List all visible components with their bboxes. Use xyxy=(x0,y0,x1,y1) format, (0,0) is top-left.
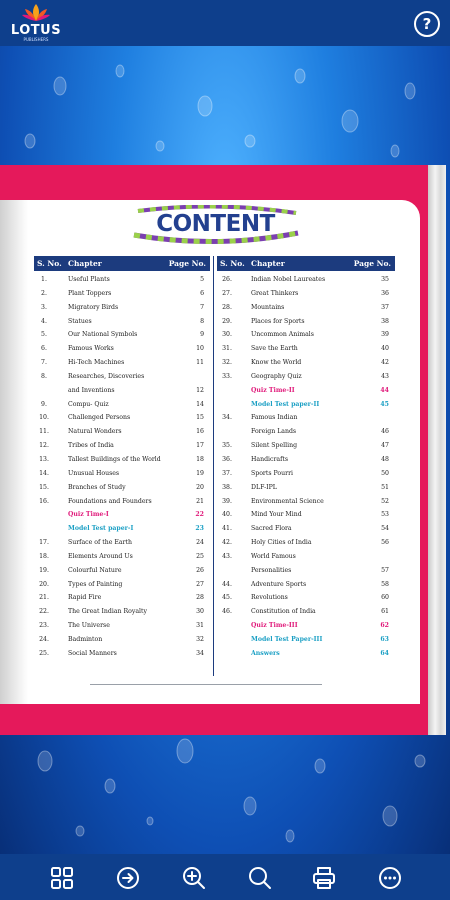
row-chapter: Challenged Persons xyxy=(68,414,131,422)
row-sno: 24. xyxy=(39,635,49,643)
row-sno: 4. xyxy=(41,317,47,325)
row-chapter: Personalities xyxy=(251,566,292,574)
contents-row[interactable] xyxy=(217,550,395,564)
contents-row[interactable] xyxy=(34,495,210,509)
header-page: Page No. xyxy=(353,259,391,268)
bottom-toolbar xyxy=(0,854,450,900)
row-sno: 10. xyxy=(39,414,49,422)
logo-text: LOTUS xyxy=(10,23,62,38)
lotus-logo xyxy=(10,3,62,43)
row-page: 9 xyxy=(200,331,204,339)
row-sno: 35. xyxy=(222,442,232,450)
row-chapter: Silent Spelling xyxy=(251,442,298,450)
header-sno: S. No. xyxy=(37,259,62,268)
row-sno: 14. xyxy=(39,469,49,477)
row-page: 45 xyxy=(380,400,389,408)
zoom-in-icon xyxy=(182,866,206,890)
content-heading xyxy=(128,205,303,245)
row-sno: 2. xyxy=(41,289,47,297)
row-chapter: Model Test paper-II xyxy=(251,400,320,408)
contents-row[interactable] xyxy=(217,398,395,412)
row-page: 64 xyxy=(380,649,389,657)
row-chapter: Surface of the Earth xyxy=(68,539,132,547)
row-page: 15 xyxy=(196,414,204,422)
row-sno: 26. xyxy=(222,276,232,283)
row-page: 21 xyxy=(196,497,204,505)
row-chapter: DLF-IPL xyxy=(251,483,277,491)
search-button[interactable] xyxy=(248,866,272,890)
row-page: 57 xyxy=(381,566,389,574)
row-page: 10 xyxy=(196,345,204,353)
contents-row[interactable] xyxy=(34,508,210,522)
row-page: 46 xyxy=(381,428,389,436)
header-chapter: Chapter xyxy=(68,259,102,268)
contents-row[interactable] xyxy=(217,508,395,522)
row-chapter: Social Manners xyxy=(68,649,117,657)
row-page: 25 xyxy=(196,552,204,560)
contents-row[interactable] xyxy=(217,287,395,301)
contents-row[interactable] xyxy=(34,591,210,605)
row-chapter: Sports Pourri xyxy=(251,469,294,477)
thumbnails-button[interactable] xyxy=(50,866,74,890)
header-chapter: Chapter xyxy=(251,259,285,268)
row-sno: 1. xyxy=(41,276,47,283)
contents-row[interactable] xyxy=(217,411,395,425)
contents-row[interactable] xyxy=(217,481,395,495)
row-sno: 27. xyxy=(222,289,232,297)
row-page: 17 xyxy=(196,442,204,450)
row-page: 16 xyxy=(196,428,204,436)
row-sno: 30. xyxy=(222,331,232,339)
header-sno: S. No. xyxy=(220,259,245,268)
table-header-right xyxy=(217,256,395,271)
row-sno: 46. xyxy=(222,608,232,616)
row-sno: 21. xyxy=(39,594,49,602)
contents-row[interactable] xyxy=(217,384,395,398)
contents-row[interactable] xyxy=(217,619,395,633)
contents-row[interactable] xyxy=(217,370,395,384)
contents-row[interactable] xyxy=(34,536,210,550)
row-page: 43 xyxy=(381,372,389,380)
contents-row[interactable] xyxy=(34,453,210,467)
help-button[interactable] xyxy=(414,11,440,37)
print-button[interactable] xyxy=(312,866,336,890)
contents-row[interactable] xyxy=(34,564,210,578)
row-page: 36 xyxy=(381,289,389,297)
row-chapter: Types of Painting xyxy=(68,580,123,588)
row-chapter: Unusual Houses xyxy=(68,469,120,477)
row-sno: 7. xyxy=(41,359,47,367)
row-page: 52 xyxy=(381,497,389,505)
contents-row[interactable] xyxy=(34,522,210,536)
row-sno: 3. xyxy=(41,303,47,311)
row-chapter: Quiz Time-I xyxy=(68,511,109,519)
row-chapter: Quiz Time-III xyxy=(251,622,298,630)
row-chapter: Geography Quiz xyxy=(251,372,302,380)
row-sno: 23. xyxy=(39,622,49,630)
row-sno: 18. xyxy=(39,552,49,560)
row-page: 48 xyxy=(381,455,389,463)
row-page: 23 xyxy=(195,525,204,533)
row-sno: 44. xyxy=(222,580,232,588)
row-page: 58 xyxy=(381,580,389,588)
row-chapter: Adventure Sports xyxy=(251,580,307,588)
more-options-button[interactable] xyxy=(378,866,402,890)
row-sno: 17. xyxy=(39,539,49,547)
row-sno: 5. xyxy=(41,331,47,339)
row-page: 22 xyxy=(195,511,204,519)
row-chapter: Badminton xyxy=(68,635,103,643)
contents-row[interactable] xyxy=(34,439,210,453)
row-page: 32 xyxy=(196,635,204,643)
row-chapter: and Inventions xyxy=(68,386,115,394)
row-sno: 8. xyxy=(41,372,47,380)
row-chapter: Compu- Quiz xyxy=(68,400,109,408)
contents-row[interactable] xyxy=(34,287,210,301)
contents-row[interactable] xyxy=(34,370,210,384)
row-sno: 43. xyxy=(222,552,232,560)
row-page: 61 xyxy=(381,608,389,616)
row-page: 11 xyxy=(196,359,204,367)
row-chapter: The Universe xyxy=(68,622,110,630)
question-mark-icon: ? xyxy=(422,15,432,33)
column-divider xyxy=(213,256,214,676)
row-chapter: Colourful Nature xyxy=(68,566,122,574)
row-page: 35 xyxy=(381,276,389,283)
row-chapter: Constitution of India xyxy=(251,608,316,616)
row-page: 62 xyxy=(380,622,389,630)
contents-row[interactable] xyxy=(217,342,395,356)
contents-row[interactable] xyxy=(217,301,395,315)
row-sno: 45. xyxy=(222,594,232,602)
row-page: 5 xyxy=(200,276,204,283)
contents-list-left xyxy=(34,273,210,661)
row-chapter: Researches, Discoveries xyxy=(68,372,145,380)
zoom-in-button[interactable] xyxy=(182,866,206,890)
contents-row[interactable] xyxy=(34,356,210,370)
row-sno: 36. xyxy=(222,455,232,463)
contents-row[interactable] xyxy=(34,467,210,481)
row-sno: 22. xyxy=(39,608,49,616)
row-page: 20 xyxy=(196,483,204,491)
row-chapter: Sacred Flora xyxy=(251,525,292,533)
row-chapter: Indian Nobel Laureates xyxy=(251,276,326,283)
contents-row[interactable] xyxy=(34,425,210,439)
contents-row[interactable] xyxy=(34,633,210,647)
contents-row[interactable] xyxy=(217,495,395,509)
contents-row[interactable] xyxy=(217,647,395,661)
row-chapter: Mountains xyxy=(251,303,285,311)
row-chapter: Famous Works xyxy=(68,345,114,353)
row-chapter: Model Test paper-I xyxy=(68,525,134,533)
row-page: 39 xyxy=(381,331,389,339)
more-icon xyxy=(378,866,402,890)
row-sno: 16. xyxy=(39,497,49,505)
table-header-left xyxy=(34,256,210,271)
row-page: 34 xyxy=(196,649,204,657)
row-sno: 12. xyxy=(39,442,49,450)
row-chapter: Mind Your Mind xyxy=(251,511,302,519)
contents-row[interactable] xyxy=(217,536,395,550)
row-sno: 25. xyxy=(39,649,49,657)
row-chapter: Famous Indian xyxy=(251,414,298,422)
row-page: 19 xyxy=(196,469,204,477)
row-chapter: Tribes of India xyxy=(68,442,114,450)
row-chapter: Elements Around Us xyxy=(68,552,133,560)
arrow-right-circle-icon xyxy=(116,866,140,890)
row-sno: 39. xyxy=(222,497,232,505)
row-page: 51 xyxy=(381,483,389,491)
contents-row[interactable] xyxy=(34,301,210,315)
row-page: 56 xyxy=(381,539,389,547)
row-sno: 28. xyxy=(222,303,232,311)
contents-row[interactable] xyxy=(34,605,210,619)
row-page: 40 xyxy=(381,345,389,353)
contents-row[interactable] xyxy=(217,633,395,647)
row-chapter: Natural Wonders xyxy=(68,428,122,436)
print-icon xyxy=(312,866,336,890)
contents-row[interactable] xyxy=(217,273,395,287)
row-page: 50 xyxy=(381,469,389,477)
row-chapter: Revolutions xyxy=(251,594,288,602)
row-sno: 34. xyxy=(222,414,232,422)
contents-row[interactable] xyxy=(34,481,210,495)
row-sno: 13. xyxy=(39,455,49,463)
row-page: 26 xyxy=(196,566,204,574)
row-chapter: Uncommon Animals xyxy=(251,331,314,339)
row-page: 30 xyxy=(196,608,204,616)
search-icon xyxy=(248,866,272,890)
contents-row[interactable] xyxy=(34,328,210,342)
contents-row[interactable] xyxy=(34,411,210,425)
contents-row[interactable] xyxy=(34,619,210,633)
row-sno: 38. xyxy=(222,483,232,491)
row-sno: 33. xyxy=(222,372,232,380)
row-chapter: Holy Cities of India xyxy=(251,539,312,547)
row-chapter: Rapid Fire xyxy=(68,594,102,602)
contents-row[interactable] xyxy=(217,467,395,481)
contents-row[interactable] xyxy=(217,453,395,467)
row-sno: 37. xyxy=(222,469,232,477)
row-page: 42 xyxy=(381,359,389,367)
row-chapter: Handicrafts xyxy=(251,455,289,463)
row-chapter: Answers xyxy=(251,649,280,657)
row-sno: 20. xyxy=(39,580,49,588)
row-sno: 42. xyxy=(222,539,232,547)
go-to-page-button[interactable] xyxy=(116,866,140,890)
row-page: 31 xyxy=(196,622,204,630)
contents-row[interactable] xyxy=(217,356,395,370)
row-chapter: Know the World xyxy=(251,359,302,367)
header-page: Page No. xyxy=(168,259,206,268)
row-page: 28 xyxy=(196,594,204,602)
contents-row[interactable] xyxy=(217,564,395,578)
row-chapter: Environmental Science xyxy=(251,497,324,505)
page-bottom-rule xyxy=(90,684,322,685)
row-page: 44 xyxy=(380,386,389,394)
row-chapter: Quiz Time-II xyxy=(251,386,295,394)
row-sno: 31. xyxy=(222,345,232,353)
page-curl xyxy=(0,200,28,704)
row-chapter: Foreign Lands xyxy=(251,428,297,436)
row-chapter: Plant Toppers xyxy=(68,289,112,297)
row-page: 47 xyxy=(381,442,389,450)
contents-row[interactable] xyxy=(217,591,395,605)
row-chapter: Our National Symbols xyxy=(68,331,138,339)
contents-row[interactable] xyxy=(217,425,395,439)
row-chapter: Useful Plants xyxy=(68,276,110,283)
row-sno: 15. xyxy=(39,483,49,491)
contents-row[interactable] xyxy=(217,439,395,453)
row-sno: 40. xyxy=(222,511,232,519)
contents-row[interactable] xyxy=(217,315,395,329)
row-chapter: Branches of Study xyxy=(68,483,126,491)
row-chapter: Migratory Birds xyxy=(68,303,119,311)
row-page: 24 xyxy=(196,539,204,547)
contents-row[interactable] xyxy=(217,605,395,619)
row-sno: 9. xyxy=(41,400,47,408)
row-sno: 6. xyxy=(41,345,47,353)
lotus-flower-icon xyxy=(22,3,50,23)
contents-list-right xyxy=(217,273,395,661)
row-page: 7 xyxy=(200,303,204,311)
contents-row[interactable] xyxy=(34,384,210,398)
row-page: 18 xyxy=(196,455,204,463)
row-chapter: Foundations and Founders xyxy=(68,497,152,505)
row-chapter: Hi-Tech Machines xyxy=(68,359,125,367)
contents-row[interactable] xyxy=(34,550,210,564)
row-chapter: World Famous xyxy=(251,552,296,560)
row-page: 38 xyxy=(381,317,389,325)
row-sno: 41. xyxy=(222,525,232,533)
row-page: 6 xyxy=(200,289,204,297)
row-sno: 29. xyxy=(222,317,232,325)
row-page: 12 xyxy=(196,386,204,394)
row-page: 60 xyxy=(381,594,389,602)
top-app-bar xyxy=(0,0,450,46)
contents-row[interactable] xyxy=(217,328,395,342)
row-chapter: Statues xyxy=(68,317,92,325)
page-title: CONTENT xyxy=(156,211,275,237)
book-page-edge xyxy=(428,165,446,735)
contents-row[interactable] xyxy=(34,578,210,592)
row-chapter: Save the Earth xyxy=(251,345,298,353)
contents-row[interactable] xyxy=(34,398,210,412)
contents-row[interactable] xyxy=(34,647,210,661)
row-sno: 11. xyxy=(39,428,49,436)
row-page: 8 xyxy=(200,317,204,325)
grid-icon xyxy=(50,866,74,890)
row-chapter: Tallest Buildings of the World xyxy=(68,455,161,463)
row-page: 54 xyxy=(381,525,389,533)
row-chapter: Model Test Paper-III xyxy=(251,635,323,643)
row-chapter: The Great Indian Royalty xyxy=(68,608,147,616)
row-page: 53 xyxy=(381,511,389,519)
row-sno: 32. xyxy=(222,359,232,367)
logo-subtext: PUBLISHERS xyxy=(23,37,49,42)
row-page: 63 xyxy=(380,635,389,643)
row-page: 37 xyxy=(381,303,389,311)
contents-row[interactable] xyxy=(34,342,210,356)
row-chapter: Places for Sports xyxy=(251,317,305,325)
row-sno: 19. xyxy=(39,566,49,574)
row-page: 14 xyxy=(196,400,204,408)
contents-row[interactable] xyxy=(34,315,210,329)
row-page: 27 xyxy=(196,580,204,588)
contents-row[interactable] xyxy=(217,578,395,592)
contents-row[interactable] xyxy=(34,273,210,287)
row-chapter: Great Thinkers xyxy=(251,289,299,297)
contents-row[interactable] xyxy=(217,522,395,536)
